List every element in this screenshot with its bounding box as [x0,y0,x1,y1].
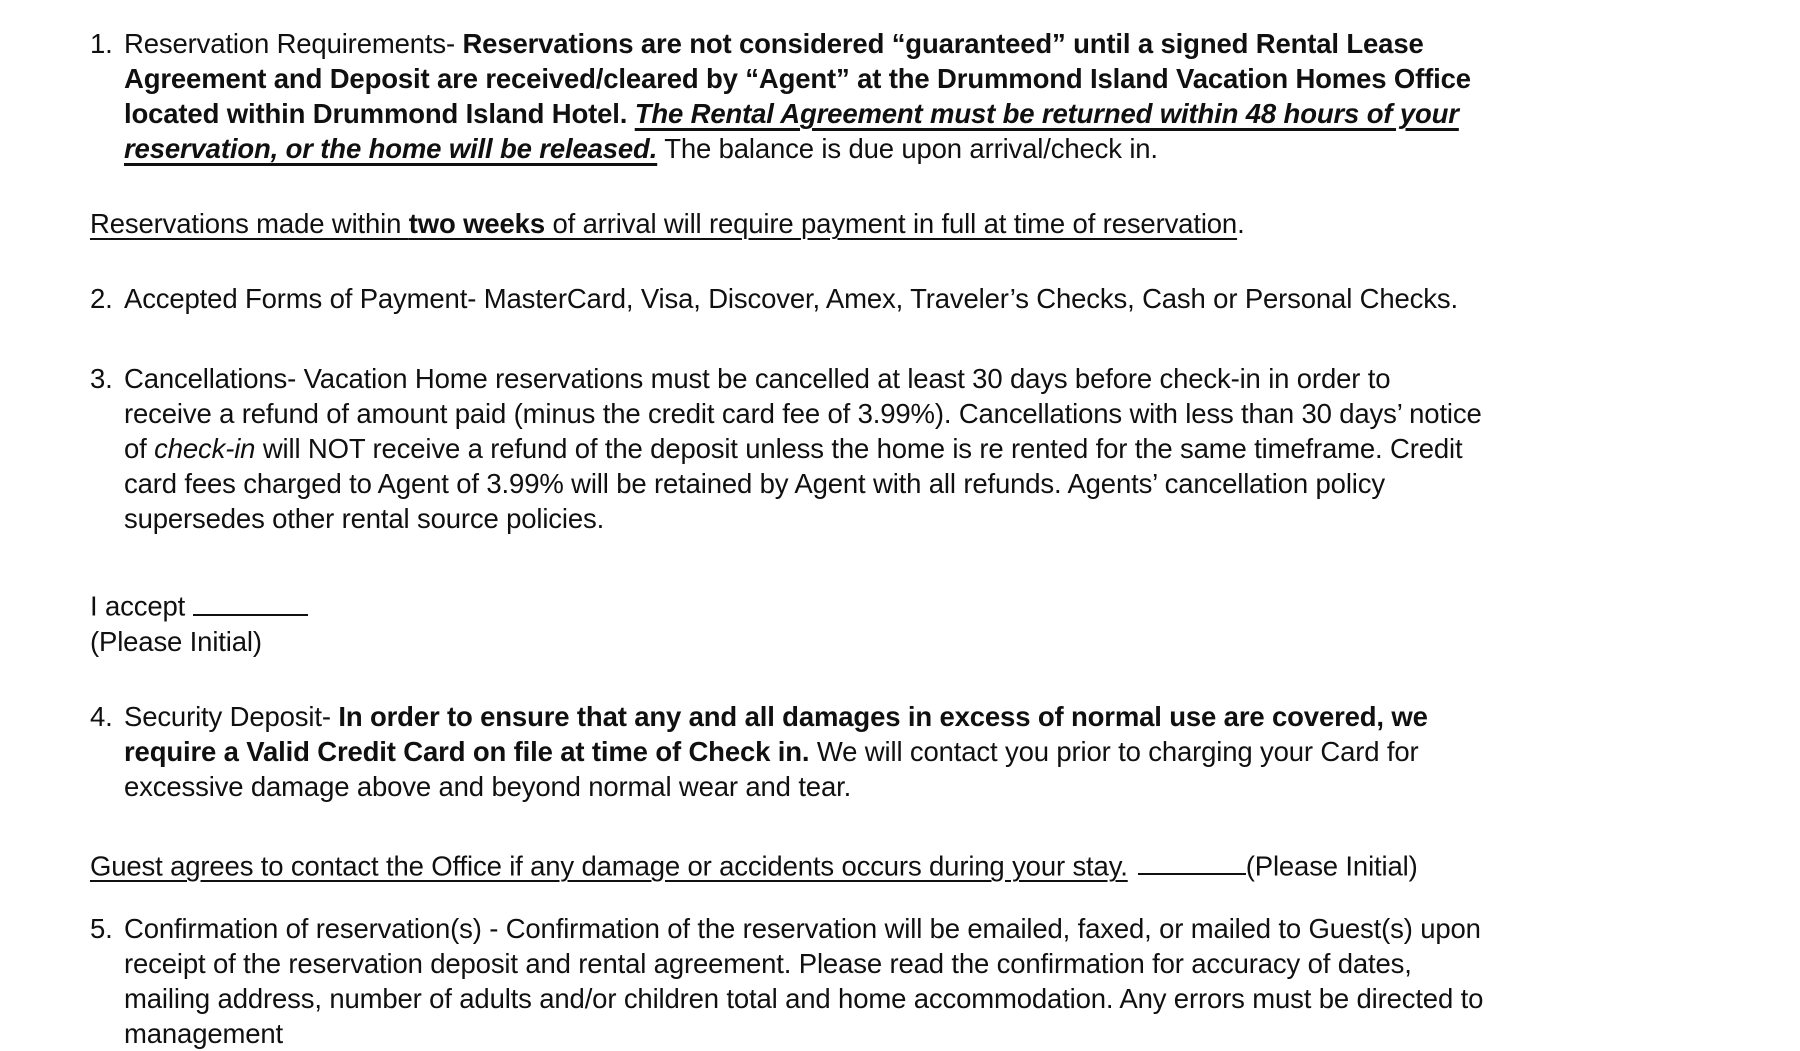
clause-3-check-in-italic: check-in [154,433,256,464]
clause-2-accepted-payment-forms [90,281,1485,316]
clause-4-tail: We will contact you prior to charging your Card for excessive damage above and beyond normal wear and tear. [124,735,1419,802]
initial-blank-accept[interactable] [193,586,308,616]
accept-initial-block [90,586,1485,659]
guest-damage-clause [90,846,1485,884]
clause-1-48-hours-emphasis: The Rental Agreement must be returned within 48 hours of your reservation, or the home will be released. [124,98,1459,164]
clause-4-lead: Security Deposit- [124,700,339,732]
accept-caption: (Please Initial) [90,625,262,657]
two-weeks-pre: Reservations made within [90,208,409,239]
clause-3-post-italic: will NOT receive a refund of the deposit unless the home is re rented for the same timeframe. Credit card fees charged to Agent of 3.99% will be retained by Agent with all refunds. Agents’ cancellation policy supersedes other rental source policies. [124,433,1463,534]
clause-1-lead: Reservation Requirements- [124,28,463,59]
clause-4-security-deposit [90,699,1485,804]
guest-damage-caption: (Please Initial) [1245,850,1418,881]
clause-5-text: Confirmation of reservation(s) - Confirmation of the reservation will be emailed, faxed, or mailed to Guest(s) upon receipt of the reservation deposit and rental agreement. Please read the confirmation for accuracy of dates, mailing address, number of adults and/or children total and home accommodation. Any errors must be directed to management [124,913,1484,1049]
two-weeks-bold: two weeks [408,208,545,239]
clause-4-text [124,699,1485,804]
clause-3-number: 3. [90,363,113,394]
initial-blank-guest[interactable] [1138,846,1246,876]
two-weeks-payment-notice [90,206,1485,241]
clause-1-number: 1. [90,28,113,59]
guest-damage-underlined-sentence: Guest agrees to contact the Office if any damage or accidents occurs during your stay. [90,850,1128,881]
clause-1-text [124,26,1485,166]
two-weeks-period: . [1237,208,1245,239]
two-weeks-underlined-sentence [90,208,1237,239]
clause-3-pre-italic: Cancellations- Vacation Home reservations must be cancelled at least 30 days before check-in in order to receive a refund of amount paid (minus the credit card fee of 3.99%). Cancellations with less than 30 days’ notice of [124,363,1482,464]
clause-4-number: 4. [90,700,113,732]
clause-3-text [124,361,1485,536]
clause-2-text: Accepted Forms of Payment- MasterCard, Visa, Discover, Amex, Traveler’s Checks, Cash or Personal Checks. [124,283,1458,314]
clause-5-confirmation [90,911,1485,1051]
clause-3-cancellations [90,361,1485,536]
clause-2-number: 2. [90,283,113,314]
clause-1-reservation-requirements [90,26,1485,166]
clause-1-bold-text: Reservations are not considered “guaranteed” until a signed Rental Lease Agreement and Deposit are received/cleared by “Agent” at the Drummond Island Vacation Homes Office located within Drummond Island Hotel. [124,28,1471,129]
accept-line [90,586,1485,624]
rental-agreement-document [90,26,1485,1051]
clause-4-bold-text: In order to ensure that any and all damages in excess of normal use are covered, we require a Valid Credit Card on file at time of Check in. [124,700,1428,767]
clause-1-balance-text: The balance is due upon arrival/check in. [657,133,1158,164]
two-weeks-post: of arrival will require payment in full at time of reservation [544,208,1238,239]
clause-5-number: 5. [90,913,113,944]
accept-label: I accept [90,590,186,622]
